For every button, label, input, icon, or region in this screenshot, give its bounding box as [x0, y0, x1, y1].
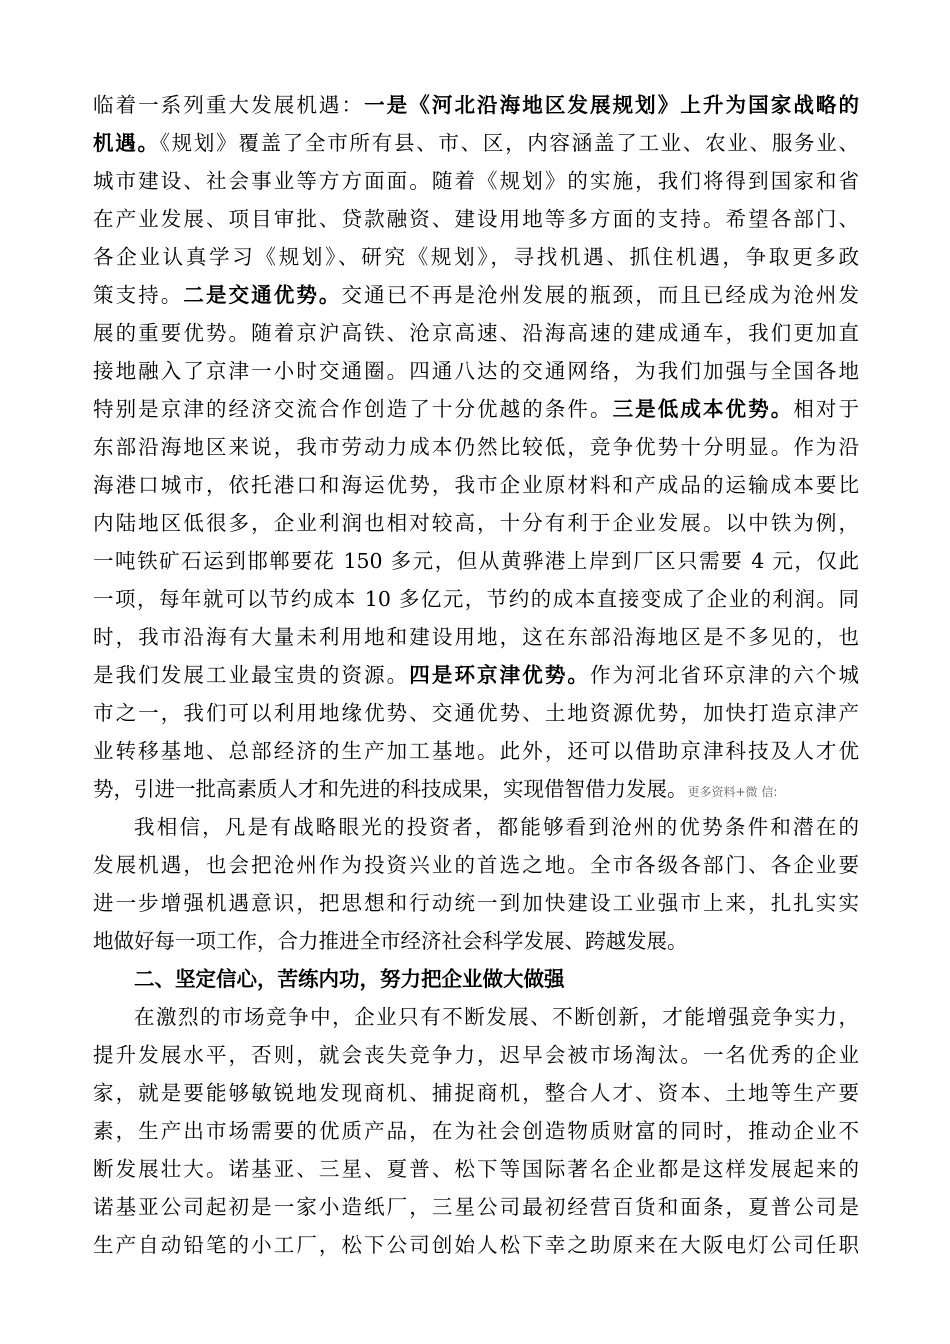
text-line: 断发展壮大。诺基亚、三星、夏普、松下等国际著名企业都是这样发展起来的 — [93, 1157, 859, 1181]
text-line: 家，就是要能够敏锐地发现商机、捕捉商机，整合人才、资本、土地等生产要 — [93, 1081, 859, 1105]
text-line: 海港口城市，依托港口和海运优势，我市企业原材料和产成品的运输成本要比 — [93, 473, 859, 497]
text-line: 城市建设、社会事业等方方面面。随着《规划》的实施，我们将得到国家和省 — [93, 169, 859, 193]
text-line: 发展机遇，也会把沧州作为投资兴业的首选之地。全市各级各部门、各企业要 — [93, 853, 859, 877]
text-line: 时，我市沿海有大量未利用地和建设用地，这在东部沿海地区是不多见的，也 — [93, 625, 859, 649]
bold-heading: 四是环京津优势。 — [409, 663, 591, 687]
text-line: 在激烈的市场竞争中，企业只有不断发展、不断创新，才能增强竞争实力， — [134, 1005, 859, 1029]
text-line: 进一步增强机遇意识，把思想和行动统一到加快建设工业强市上来，扎扎实实 — [93, 891, 859, 915]
text-line: 业转移基地、总部经济的生产加工基地。此外，还可以借助京津科技及人才优 — [93, 739, 859, 763]
text-line: 诺基亚公司起初是一家小造纸厂，三星公司最初经营百货和面条，夏普公司是 — [93, 1195, 859, 1219]
text-line: 生产自动铅笔的小工厂，松下公司创始人松下幸之助原来在大阪电灯公司任职 — [93, 1233, 859, 1257]
bold-heading: 三是低成本优势。 — [612, 397, 794, 421]
text-line: 策支持。二是交通优势。交通已不再是沧州发展的瓶颈，而且已经成为沧州发 — [93, 283, 860, 307]
bold-heading: 一是《河北沿海地区发展规划》上升为国家战略的 — [364, 93, 860, 117]
text-line: 一项，每年就可以节约成本 10 多亿元，节约的成本直接变成了企业的利润。同 — [93, 587, 859, 611]
footnote-watermark: 更多资料+微 信: — [687, 785, 778, 799]
text-line: 临着一系列重大发展机遇：一是《河北沿海地区发展规划》上升为国家战略的 — [93, 93, 860, 117]
text-line: 内陆地区低很多，企业利润也相对较高，十分有利于企业发展。以中铁为例， — [93, 511, 859, 535]
text-line: 素，生产出市场需要的优质产品，在为社会创造物质财富的同时，推动企业不 — [93, 1119, 859, 1143]
bold-heading: 机遇。 — [93, 131, 160, 155]
text-line: 地做好每一项工作，合力推进全市经济社会科学发展、跨越发展。 — [93, 929, 688, 953]
section-heading: 二、坚定信心，苦练内功，努力把企业做大做强 — [134, 967, 565, 991]
text-line: 是我们发展工业最宝贵的资源。四是环京津优势。作为河北省环京津的六个城 — [93, 663, 860, 687]
text-line: 展的重要优势。随着京沪高铁、沧京高速、沿海高速的建成通车，我们更加直 — [93, 321, 859, 345]
bold-heading: 二是交通优势。 — [183, 283, 342, 307]
text-line: 接地融入了京津一小时交通圈。四通八达的交通网络，为我们加强与全国各地 — [93, 359, 859, 383]
text-line: 一吨铁矿石运到邯郸要花 150 多元，但从黄骅港上岸到厂区只需要 4 元，仅此 — [93, 549, 859, 573]
text-line: 特别是京津的经济交流合作创造了十分优越的条件。三是低成本优势。相对于 — [93, 397, 860, 421]
text-line: 东部沿海地区来说，我市劳动力成本仍然比较低，竞争优势十分明显。作为沿 — [93, 435, 859, 459]
text-line: 我相信，凡是有战略眼光的投资者，都能够看到沧州的优势条件和潜在的 — [134, 815, 859, 839]
text-line: 势，引进一批高素质人才和先进的科技成果，实现借智借力发展。更多资料+微 信: — [93, 777, 778, 801]
text-line: 提升发展水平，否则，就会丧失竞争力，迟早会被市场淘汰。一名优秀的企业 — [93, 1043, 859, 1067]
text-line: 机遇。《规划》覆盖了全市所有县、市、区，内容涵盖了工业、农业、服务业、 — [93, 131, 860, 155]
text-line: 在产业发展、项目审批、贷款融资、建设用地等多方面的支持。希望各部门、 — [93, 207, 859, 231]
text-line: 各企业认真学习《规划》、研究《规划》，寻找机遇、抓住机遇，争取更多政 — [93, 245, 859, 269]
text-line: 市之一，我们可以利用地缘优势、交通优势、土地资源优势，加快打造京津产 — [93, 701, 859, 725]
